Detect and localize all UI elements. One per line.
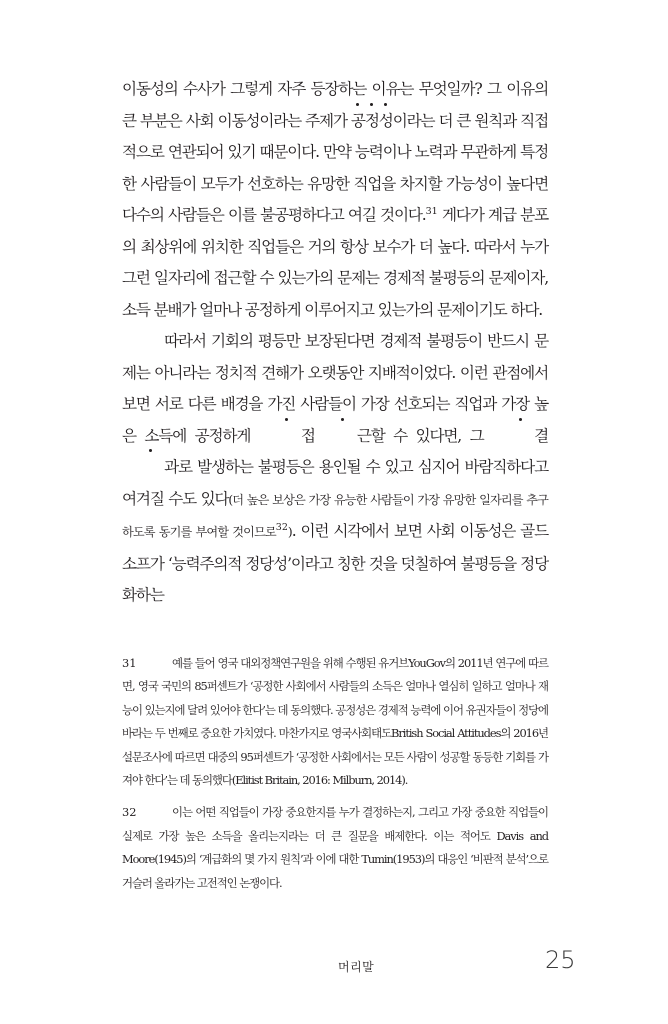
footnote-number: 32 bbox=[122, 805, 137, 820]
footnote-31 bbox=[122, 652, 548, 792]
footnote-ref-32[interactable]: 32 bbox=[275, 522, 288, 533]
emphasis-char: 과 bbox=[122, 452, 178, 484]
paragraph-2-text: 로 발생하는 불평등은 용인될 수 있고 심지어 바람직하다고 여겨질 수도 있다 bbox=[122, 458, 548, 508]
parenthetical-note: (더 높은 보상은 가장 유능한 사람들이 가장 유망한 일자리를 추구하도록 동기를 부여할 것이므로 bbox=[122, 492, 548, 539]
parenthetical-close: ) bbox=[287, 525, 292, 539]
emphasis-char: 공 bbox=[351, 106, 365, 138]
emphasis-char: 성 bbox=[379, 106, 393, 138]
paragraph-1-text: 이동성의 수사가 그렇게 자주 등장하는 이유는 무엇일까? 그 이유의 큰 부분은 사회 이동성이라는 주제가 bbox=[122, 80, 548, 130]
paragraph-2 bbox=[122, 326, 548, 612]
footnote-number: 31 bbox=[122, 656, 137, 670]
footnote-ref-31[interactable]: 31 bbox=[425, 206, 438, 217]
emphasis-char: 결 bbox=[492, 421, 548, 453]
emphasis-char: 근 bbox=[315, 421, 371, 453]
running-footer-title: 머리말 bbox=[338, 960, 375, 974]
emphasis-char: 접 bbox=[259, 421, 315, 453]
footnote-text: 이는 어떤 직업들이 가장 중요한지를 누가 결정하는지, 그리고 가장 중요한 직업들이 실제로 가장 높은 소득을 올리는지라는 더 큰 질문을 배제한다. 이는 적어도 Davis and Moore(1945)의 ‘계급화의 몇 가지 원칙’과 이에 대한 Tumin(1953)의 대응인 ‘비판적 분석’으로 거슬러 올라가는 고전적인 논쟁이다. bbox=[122, 805, 548, 890]
footnotes bbox=[122, 652, 548, 904]
paragraph-1-text: 이라는 더 큰 원칙과 직접적으로 연관되어 있기 때문이다. 만약 능력이나 노력과 무관하게 특정한 사람들이 모두가 선호하는 유망한 직업을 차지할 가능성이 높다면 다수의 사람들은 이를 불공평하다고 여길 것이다. bbox=[122, 111, 548, 224]
paragraph-2-text: . 이런 시각에서 보면 사회 이동성은 골드소프가 ‘능력주의적 정당성’이라고 칭한 것을 덧칠하여 불평등을 정당화하는 bbox=[122, 522, 548, 604]
main-text bbox=[122, 74, 548, 612]
footnote-32 bbox=[122, 801, 548, 895]
paragraph-2-text: 따라서 기회의 평등만 보장된다면 경제적 불평등이 반드시 문제는 아니라는 정치적 견해가 오랫동안 지배적이었다. 이런 관점에서 보면 서로 다른 배경을 가진 사람들이 가장 선호되는 직업과 가장 높은 소득에 공정하게 bbox=[122, 332, 548, 445]
paragraph-1-text: 게다가 계급 분포의 최상위에 위치한 직업들은 거의 항상 보수가 더 높다. 따라서 누가 그런 일자리에 접근할 수 있는가의 문제는 경제적 불평등의 문제이자, 소득 분배가 얼마나 공정하게 이루어지고 있는가의 문제이기도 하다. bbox=[122, 206, 548, 319]
paragraph-2-text: 할 수 있다면, 그 bbox=[370, 426, 492, 445]
page-number: 25 bbox=[545, 946, 576, 974]
footnote-text: 예를 들어 영국 대외정책연구원을 위해 수행된 유거브YouGov의 2011년 연구에 따르면, 영국 국민의 85퍼센트가 ‘공정한 사회에서 사람들의 소득은 얼마나 열심히 일하고 얼마나 재능이 있는지에 달려 있어야 한다’는 데 동의했다. 공정성은 경제적 능력에 이어 유권자들이 정당에 바라는 두 번째로 중요한 가치였다. 마찬가지로 영국사회태도British Social Attitudes의 2016년 설문조사에 따르면 대중의 95퍼센트가 ‘공정한 사회에서는 모든 사람이 성공할 동등한 기회를 가져야 한다’는 데 동의했다(Elitist Britain, 2016: Milburn, 2014). bbox=[122, 656, 548, 788]
emphasis-char: 정 bbox=[365, 106, 379, 138]
paragraph-1 bbox=[122, 74, 548, 326]
